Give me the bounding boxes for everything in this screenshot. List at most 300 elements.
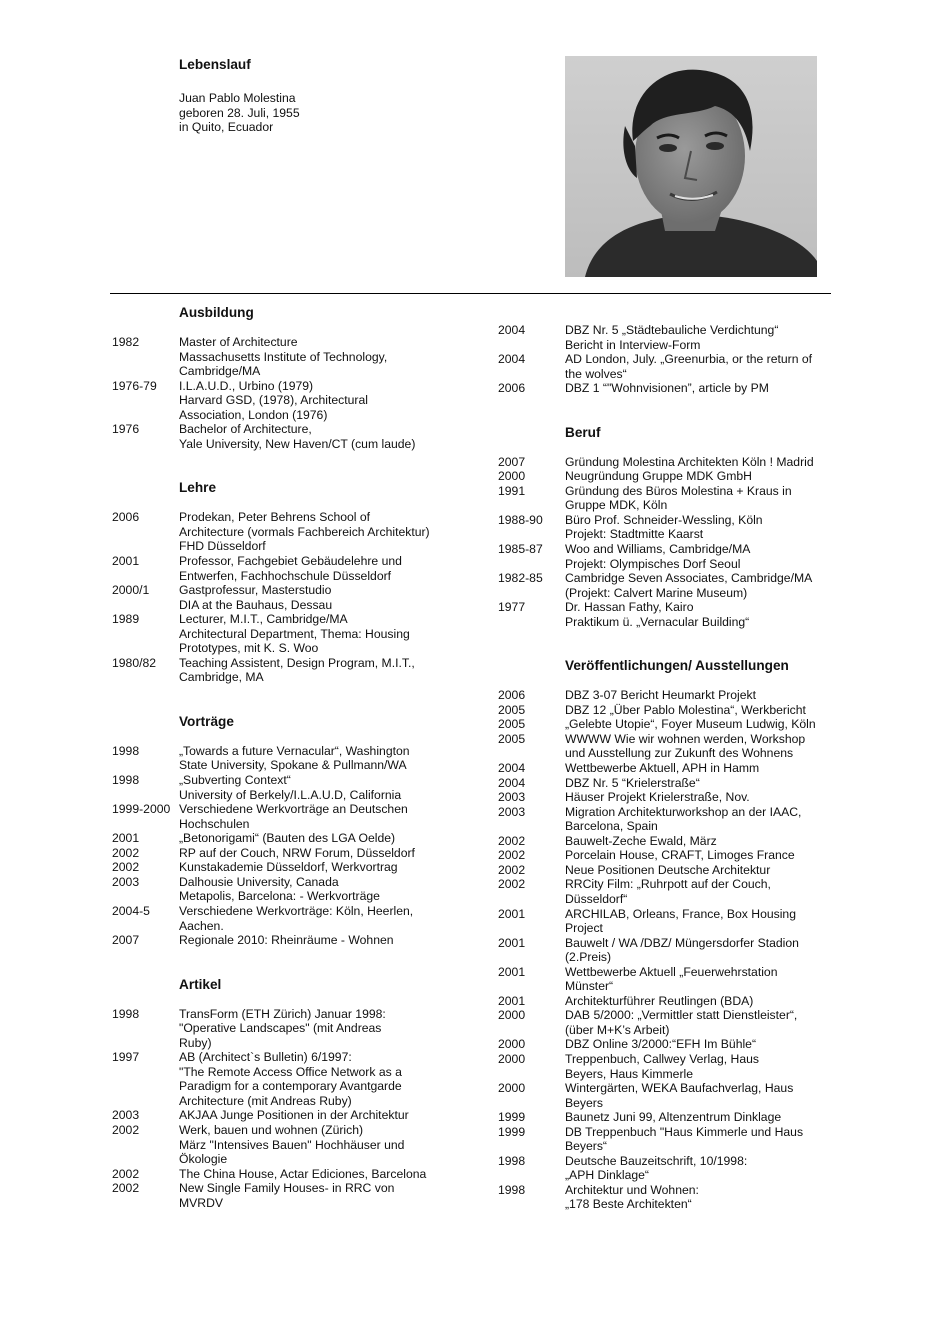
entry-text xyxy=(565,1008,838,1037)
birth-date: geboren 28. Juli, 1955 xyxy=(179,105,300,120)
entry-line: Beyers“ xyxy=(565,1139,607,1154)
entry-text xyxy=(179,1123,462,1167)
entry-text xyxy=(565,688,838,703)
entry-year: 1998 xyxy=(112,743,140,758)
entry-line: Woo and Williams, Cambridge/MA xyxy=(565,542,751,557)
entry-year: 2002 xyxy=(498,877,526,892)
cv-entry xyxy=(112,1181,462,1210)
entry-text xyxy=(565,863,838,878)
entry-line: ARCHILAB, Orleans, France, Box Housing xyxy=(565,906,796,921)
cv-entry xyxy=(498,1125,838,1154)
cv-section xyxy=(112,977,462,1211)
entry-line: Treppenbuch, Callwey Verlag, Haus xyxy=(565,1051,759,1066)
entry-text xyxy=(565,717,838,732)
cv-entry xyxy=(112,875,462,904)
cv-entry xyxy=(498,776,838,791)
entry-year: 2000 xyxy=(498,1037,526,1052)
cv-entry xyxy=(498,805,838,834)
cv-entry xyxy=(112,583,462,612)
entry-year: 2001 xyxy=(498,964,526,979)
entry-text xyxy=(565,1125,838,1154)
entry-line: Düsseldorf“ xyxy=(565,891,628,906)
entry-line: MVRDV xyxy=(179,1195,224,1210)
entry-line: Gastprofessur, Masterstudio xyxy=(179,583,332,598)
entry-line: Porcelain House, CRAFT, Limoges France xyxy=(565,848,795,863)
cv-entry xyxy=(112,1108,462,1123)
entry-year: 2000/1 xyxy=(112,583,150,598)
section-title: Vorträge xyxy=(179,713,234,729)
entry-text xyxy=(565,907,838,936)
cv-entry xyxy=(112,904,462,933)
birth-place: in Quito, Ecuador xyxy=(179,120,274,135)
entry-year: 2002 xyxy=(498,862,526,877)
section-title: Beruf xyxy=(565,424,601,440)
entry-line: Migration Architekturworkshop an der IAAC, xyxy=(565,804,802,819)
entry-line: und Ausstellung zur Zukunft des Wohnens xyxy=(565,746,794,761)
section-entries xyxy=(498,455,838,630)
entry-year: 2002 xyxy=(112,1166,140,1181)
entry-line: Paradigm for a contemporary Avantgarde xyxy=(179,1079,402,1094)
entry-text xyxy=(565,703,838,718)
entry-line: I.L.A.U.D., Urbino (1979) xyxy=(179,378,314,393)
cv-entry xyxy=(498,732,838,761)
cv-entry xyxy=(112,744,462,773)
section-entries xyxy=(112,744,462,948)
entry-year: 1976 xyxy=(112,422,140,437)
entry-text xyxy=(565,1154,838,1183)
entry-line: Wintergärten, WEKA Baufachverlag, Haus xyxy=(565,1081,794,1096)
cv-entry xyxy=(498,513,838,542)
entry-line: DBZ 3-07 Bericht Heumarkt Projekt xyxy=(565,688,757,703)
cv-entry xyxy=(498,994,838,1009)
entry-line: „Towards a future Vernacular“, Washington xyxy=(179,743,410,758)
entry-line: Yale University, New Haven/CT (cum laude) xyxy=(179,436,416,451)
entry-line: (über M+K’s Arbeit) xyxy=(565,1022,670,1037)
cv-entry xyxy=(498,717,838,732)
entry-line: Architektur und Wohnen: xyxy=(565,1182,699,1197)
entry-line: Verschiedene Werkvorträge: Köln, Heerlen, xyxy=(179,903,414,918)
entry-line: Münster“ xyxy=(565,979,614,994)
entry-line: DBZ Nr. 5 “Krielerstraße“ xyxy=(565,775,700,790)
entry-year: 2004 xyxy=(498,352,526,367)
cv-entry xyxy=(498,1110,838,1125)
entry-year: 2003 xyxy=(498,790,526,805)
cv-entry xyxy=(112,933,462,948)
entry-line: "The Remote Access Office Network as a xyxy=(179,1064,402,1079)
entry-text xyxy=(179,1007,462,1051)
entry-year: 2003 xyxy=(112,1108,140,1123)
cv-entry xyxy=(498,1081,838,1110)
cv-entry xyxy=(498,936,838,965)
entry-line: Architecture (mit Andreas Ruby) xyxy=(179,1093,352,1108)
entry-year: 2000 xyxy=(498,1051,526,1066)
entry-year: 2002 xyxy=(498,848,526,863)
entry-line: Bauwelt-Zeche Ewald, März xyxy=(565,833,717,848)
entry-line: Häuser Projekt Krielerstraße, Nov. xyxy=(565,790,750,805)
entry-year: 2005 xyxy=(498,702,526,717)
right-column xyxy=(498,305,838,1212)
entry-line: „Subverting Context“ xyxy=(179,773,291,788)
cv-entry xyxy=(112,1050,462,1108)
cv-entry xyxy=(498,688,838,703)
entry-year: 2002 xyxy=(112,1122,140,1137)
section-title: Artikel xyxy=(179,976,222,992)
entry-year: 2001 xyxy=(112,554,140,569)
cv-entry xyxy=(498,352,838,381)
cv-entry xyxy=(498,703,838,718)
entry-text xyxy=(565,323,838,352)
cv-entry xyxy=(112,831,462,846)
entry-text xyxy=(565,732,838,761)
entry-line: Verschiedene Werkvorträge an Deutschen xyxy=(179,802,408,817)
entry-line: Ruby) xyxy=(179,1035,212,1050)
entry-line: Architectural Department, Thema: Housing xyxy=(179,626,410,641)
entry-year: 2005 xyxy=(498,731,526,746)
entry-line: Gründung Molestina Architekten Köln ! Madrid xyxy=(565,454,814,469)
entry-line: DBZ 1 “"Wohnvisionen”, article by PM xyxy=(565,381,769,396)
cv-entry xyxy=(498,323,838,352)
entry-line: RRCity Film: „Ruhrpott auf der Couch, xyxy=(565,877,771,892)
entry-year: 2004 xyxy=(498,323,526,337)
cv-entry xyxy=(112,612,462,656)
entry-line: „Betonorigami“ (Bauten des LGA Oelde) xyxy=(179,831,396,846)
entry-text xyxy=(179,802,462,831)
entry-year: 2001 xyxy=(112,831,140,846)
entry-line: Gründung des Büros Molestina + Kraus in xyxy=(565,483,792,498)
entry-year: 2000 xyxy=(498,469,526,484)
entry-year: 2000 xyxy=(498,1081,526,1096)
entry-line: Bauwelt / WA /DBZ/ Müngersdorfer Stadion xyxy=(565,935,799,950)
cv-entry xyxy=(498,600,838,629)
entry-line: WWWW Wie wir wohnen werden, Workshop xyxy=(565,731,806,746)
entry-text xyxy=(565,776,838,791)
entry-line: Bachelor of Architecture, xyxy=(179,422,312,437)
entry-year: 2003 xyxy=(112,874,140,889)
entry-text xyxy=(565,1037,838,1052)
entry-line: Büro Prof. Schneider-Wessling, Köln xyxy=(565,512,763,527)
section-title: Ausbildung xyxy=(179,305,254,320)
entry-year: 2002 xyxy=(112,845,140,860)
entry-year: 2004 xyxy=(498,761,526,776)
entry-year: 2002 xyxy=(498,833,526,848)
entry-line: State University, Spokane & Pullmann/WA xyxy=(179,758,407,773)
entry-line: Massachusetts Institute of Technology, xyxy=(179,349,388,364)
entry-line: Kunstakademie Düsseldorf, Werkvortrag xyxy=(179,860,398,875)
entry-year: 1999 xyxy=(498,1110,526,1125)
entry-text xyxy=(565,805,838,834)
section-entries xyxy=(498,688,838,1212)
entry-line: New Single Family Houses- in RRC von xyxy=(179,1181,395,1196)
entry-text xyxy=(179,1108,462,1123)
cv-entry xyxy=(498,469,838,484)
entry-line: Wettbewerbe Aktuell „Feuerwehrstation xyxy=(565,964,778,979)
person-name: Juan Pablo Molestina xyxy=(179,91,296,105)
entry-year: 1991 xyxy=(498,483,526,498)
cv-header xyxy=(179,57,539,135)
entry-line: Entwerfen, Fachhochschule Düsseldorf xyxy=(179,568,392,583)
entry-text xyxy=(565,790,838,805)
entry-text xyxy=(565,1081,838,1110)
entry-text xyxy=(179,831,462,846)
entry-line: Neugründung Gruppe MDK GmbH xyxy=(565,469,752,484)
entry-text xyxy=(565,848,838,863)
cv-entry xyxy=(112,773,462,802)
entry-text xyxy=(179,335,462,379)
entry-year: 2004-5 xyxy=(112,903,150,918)
entry-year: 2004 xyxy=(498,775,526,790)
entry-line: Cambridge, MA xyxy=(179,670,264,685)
cv-entry xyxy=(498,455,838,470)
portrait-photo xyxy=(565,56,817,277)
entry-text xyxy=(565,1110,838,1125)
document-title: Lebenslauf xyxy=(179,57,251,72)
entry-line: „178 Beste Architekten“ xyxy=(565,1197,692,1212)
cv-entry xyxy=(112,860,462,875)
entry-text xyxy=(179,846,462,861)
entry-year: 1998 xyxy=(498,1182,526,1197)
entry-text xyxy=(179,904,462,933)
entry-line: Harvard GSD, (1978), Architectural xyxy=(179,393,368,408)
entry-text xyxy=(179,422,462,451)
entry-year: 1989 xyxy=(112,612,140,627)
cv-section xyxy=(498,658,838,1212)
cv-entry xyxy=(498,484,838,513)
cv-entry xyxy=(498,965,838,994)
entry-year: 1982-85 xyxy=(498,571,543,586)
entry-year: 1998 xyxy=(112,1006,140,1021)
cv-entry xyxy=(498,381,838,396)
entry-line: FHD Düsseldorf xyxy=(179,539,266,554)
entry-line: „Gelebte Utopie“, Foyer Museum Ludwig, Köln xyxy=(565,717,816,732)
entry-text xyxy=(179,612,462,656)
entry-text xyxy=(179,1181,462,1210)
cv-entry xyxy=(498,1183,838,1212)
entry-text xyxy=(179,583,462,612)
entry-year: 1980/82 xyxy=(112,655,157,670)
entry-year: 2007 xyxy=(498,454,526,469)
entry-text xyxy=(565,877,838,906)
entry-line: Deutsche Bauzeitschrift, 10/1998: xyxy=(565,1153,748,1168)
entry-line: Regionale 2010: Rheinräume - Wohnen xyxy=(179,933,394,948)
entry-text xyxy=(565,936,838,965)
cv-entry xyxy=(112,422,462,451)
entry-line: DBZ 12 „Über Pablo Molestina“, Werkbericht xyxy=(565,702,806,717)
entry-year: 2003 xyxy=(498,804,526,819)
entry-year: 1988-90 xyxy=(498,512,543,527)
entry-text xyxy=(179,744,462,773)
cv-entry xyxy=(112,656,462,685)
entry-line: the wolves“ xyxy=(565,366,627,381)
entry-text xyxy=(565,571,838,600)
cv-entry xyxy=(112,335,462,379)
entry-line: Wettbewerbe Aktuell, APH in Hamm xyxy=(565,761,760,776)
section-entries xyxy=(112,1007,462,1211)
entry-line: RP auf der Couch, NRW Forum, Düsseldorf xyxy=(179,845,415,860)
entry-text xyxy=(565,994,838,1009)
entry-text xyxy=(565,834,838,849)
cv-entry xyxy=(112,1123,462,1167)
entry-text xyxy=(179,554,462,583)
cv-entry xyxy=(498,790,838,805)
entry-text xyxy=(565,1052,838,1081)
entry-line: Dalhousie University, Canada xyxy=(179,874,339,889)
entry-text xyxy=(565,513,838,542)
right-sections xyxy=(498,425,838,1212)
cv-entry xyxy=(498,1037,838,1052)
entry-year: 1997 xyxy=(112,1050,140,1065)
entry-line: Cambridge/MA xyxy=(179,364,261,379)
entry-text xyxy=(565,965,838,994)
section-entries xyxy=(112,335,462,451)
entry-line: "Operative Landscapes" (mit Andreas xyxy=(179,1021,382,1036)
entry-line: Neue Positionen Deutsche Architektur xyxy=(565,862,771,877)
entry-line: Architecture (vormals Fachbereich Architektur) xyxy=(179,524,430,539)
entry-year: 2007 xyxy=(112,933,140,948)
entry-text xyxy=(565,469,838,484)
cv-section xyxy=(112,480,462,685)
entry-line: Baunetz Juni 99, Altenzentrum Dinklage xyxy=(565,1110,782,1125)
entry-text xyxy=(179,1167,462,1182)
entry-text xyxy=(179,656,462,685)
entry-text xyxy=(179,933,462,948)
entry-line: Projekt: Stadtmitte Kaarst xyxy=(565,527,704,542)
entry-year: 1985-87 xyxy=(498,542,543,557)
cv-entry xyxy=(112,554,462,583)
cv-entry xyxy=(498,863,838,878)
entry-year: 1976-79 xyxy=(112,378,157,393)
entry-line: „APH Dinklage“ xyxy=(565,1168,649,1183)
entry-text xyxy=(179,379,462,423)
entry-line: TransForm (ETH Zürich) Januar 1998: xyxy=(179,1006,386,1021)
entry-line: Cambridge Seven Associates, Cambridge/MA xyxy=(565,571,813,586)
entry-text xyxy=(565,484,838,513)
entry-line: Teaching Assistent, Design Program, M.I.T., xyxy=(179,655,415,670)
entry-line: Werk, bauen und wohnen (Zürich) xyxy=(179,1122,364,1137)
cv-entry xyxy=(498,1008,838,1037)
entry-text xyxy=(565,600,838,629)
entry-line: Master of Architecture xyxy=(179,335,298,349)
entry-line: DB Treppenbuch "Haus Kimmerle und Haus xyxy=(565,1124,804,1139)
entry-line: AKJAA Junge Positionen in der Architektur xyxy=(179,1108,409,1123)
entry-line: Architekturführer Reutlingen (BDA) xyxy=(565,993,754,1008)
entry-year: 1977 xyxy=(498,600,526,615)
cv-entry xyxy=(498,1052,838,1081)
entry-line: Gruppe MDK, Köln xyxy=(565,498,668,513)
entry-line: Beyers xyxy=(565,1095,603,1110)
entry-year: 2001 xyxy=(498,906,526,921)
entry-year: 2002 xyxy=(112,1181,140,1196)
entry-line: Hochschulen xyxy=(179,816,250,831)
cv-entry xyxy=(498,1154,838,1183)
cv-entry xyxy=(498,542,838,571)
entry-line: März "Intensives Bauen" Hochhäuser und xyxy=(179,1137,405,1152)
cv-entry xyxy=(112,379,462,423)
entry-line: Bericht in Interview-Form xyxy=(565,337,701,352)
entry-year: 2006 xyxy=(498,381,526,396)
entry-text xyxy=(565,455,838,470)
cv-section xyxy=(112,714,462,948)
cv-entry xyxy=(498,834,838,849)
entry-text xyxy=(565,761,838,776)
divider-line xyxy=(110,293,831,294)
entry-year: 2000 xyxy=(498,1008,526,1023)
entry-year: 2002 xyxy=(112,860,140,875)
entry-line: DBZ Online 3/2000:“EFH Im Bühle“ xyxy=(565,1037,757,1052)
entry-year: 2006 xyxy=(112,510,140,525)
entry-year: 1982 xyxy=(112,335,140,349)
cv-entry xyxy=(112,510,462,554)
entry-line: (Projekt: Calvert Marine Museum) xyxy=(565,585,748,600)
entry-line: Prototypes, mit K. S. Woo xyxy=(179,641,319,656)
entry-year: 1998 xyxy=(498,1153,526,1168)
entry-line: Professor, Fachgebiet Gebäudelehre und xyxy=(179,554,402,569)
entry-year: 2001 xyxy=(498,935,526,950)
entry-line: Aachen. xyxy=(179,918,224,933)
entry-line: AD London, July. „Greenurbia, or the return of xyxy=(565,352,813,367)
cv-entry xyxy=(498,877,838,906)
entry-text xyxy=(565,1183,838,1212)
section-title: Veröffentlichungen/ Ausstellungen xyxy=(565,658,789,674)
cv-entry xyxy=(498,907,838,936)
entry-line: DBZ Nr. 5 „Städtebauliche Verdichtung“ xyxy=(565,323,779,337)
entry-text xyxy=(179,773,462,802)
cv-entry xyxy=(498,761,838,776)
entry-year: 1998 xyxy=(112,773,140,788)
entry-line: Lecturer, M.I.T., Cambridge/MA xyxy=(179,612,348,627)
entry-line: The China House, Actar Ediciones, Barcelona xyxy=(179,1166,427,1181)
entry-text xyxy=(565,542,838,571)
cv-entry xyxy=(498,848,838,863)
entry-line: Project xyxy=(565,921,603,936)
portrait-illustration xyxy=(565,56,817,277)
left-column xyxy=(112,305,462,1210)
cv-section xyxy=(112,305,462,451)
entry-line: AB (Architect`s Bulletin) 6/1997: xyxy=(179,1050,352,1065)
entry-year: 2006 xyxy=(498,688,526,703)
entry-line: Dr. Hassan Fathy, Kairo xyxy=(565,600,694,615)
entry-year: 2001 xyxy=(498,993,526,1008)
entry-line: Metapolis, Barcelona: - Werkvorträge xyxy=(179,889,380,904)
entry-year: 1999 xyxy=(498,1124,526,1139)
entry-year: 2005 xyxy=(498,717,526,732)
entry-line: (2.Preis) xyxy=(565,950,612,965)
cv-entry xyxy=(112,1007,462,1051)
entry-line: Beyers, Haus Kimmerle xyxy=(565,1066,694,1081)
section-entries xyxy=(112,510,462,685)
cv-entry xyxy=(112,802,462,831)
cv-entry xyxy=(112,846,462,861)
entry-text xyxy=(179,510,462,554)
section-title: Lehre xyxy=(179,480,217,496)
entry-text xyxy=(179,1050,462,1108)
entry-line: Prodekan, Peter Behrens School of xyxy=(179,510,371,525)
cv-entry xyxy=(498,571,838,600)
entry-line: Ökologie xyxy=(179,1152,228,1167)
entry-line: Barcelona, Spain xyxy=(565,819,658,834)
entry-text xyxy=(565,352,838,381)
artikel-continued-list xyxy=(498,323,838,396)
cv-entry xyxy=(112,1167,462,1182)
entry-line: Projekt: Olympisches Dorf Seoul xyxy=(565,556,741,571)
entry-line: Association, London (1976) xyxy=(179,407,328,422)
entry-text xyxy=(565,381,838,396)
entry-line: DAB 5/2000: „Vermittler statt Dienstleister“, xyxy=(565,1008,798,1023)
entry-line: Praktikum ü. „Vernacular Building“ xyxy=(565,614,750,629)
entry-year: 1999-2000 xyxy=(112,802,171,817)
entry-text xyxy=(179,875,462,904)
entry-line: University of Berkely/I.L.A.U.D, California xyxy=(179,787,402,802)
entry-line: DIA at the Bauhaus, Dessau xyxy=(179,597,333,612)
